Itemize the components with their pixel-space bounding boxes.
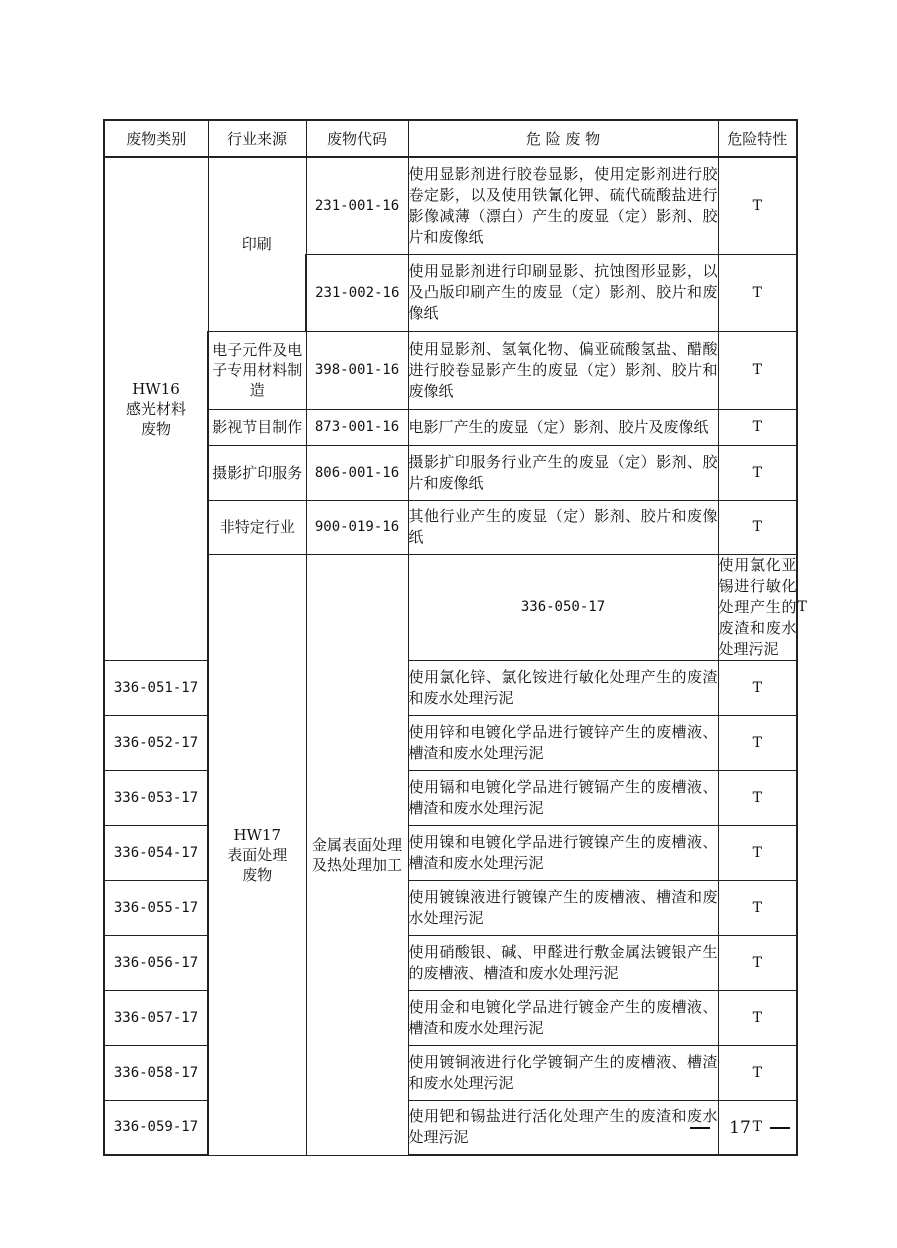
table-row — [104, 157, 797, 254]
waste-code: 231-002-16 — [306, 254, 408, 331]
table-row — [104, 331, 797, 409]
industry-metal-surface-treatment: 金属表面处理及热处理加工 — [306, 554, 408, 1155]
page-number-right-dash — [770, 1127, 790, 1129]
category-hw17 — [208, 554, 306, 1155]
header-code: 废物代码 — [306, 120, 408, 157]
hazard-characteristic: T — [718, 935, 797, 990]
hazard-characteristic: T — [718, 880, 797, 935]
waste-code: 231-001-16 — [306, 157, 408, 254]
hazard-characteristic: T — [718, 770, 797, 825]
header-industry: 行业来源 — [208, 120, 306, 157]
waste-description: 摄影扩印服务行业产生的废显（定）影剂、胶片和废像纸 — [408, 445, 718, 500]
hazard-characteristic: T — [718, 1100, 797, 1155]
hazard-characteristic: T — [718, 254, 797, 331]
waste-code: 336-052-17 — [104, 715, 208, 770]
hazard-characteristic: T — [718, 715, 797, 770]
table-row — [104, 990, 797, 1045]
table-header-row — [104, 120, 797, 157]
waste-code: 336-057-17 — [104, 990, 208, 1045]
table-row — [104, 409, 797, 445]
waste-description: 使用镉和电镀化学品进行镀镉产生的废槽液、槽渣和废水处理污泥 — [408, 770, 718, 825]
table-row — [104, 500, 797, 554]
waste-description: 电影厂产生的废显（定）影剂、胶片及废像纸 — [408, 409, 718, 445]
waste-description: 使用显影剂进行胶卷显影，使用定影剂进行胶卷定影，以及使用铁氰化钾、硫代硫酸盐进行影像减薄（漂白）产生的废显（定）影剂、胶片和废像纸 — [408, 157, 718, 254]
waste-code: 336-058-17 — [104, 1045, 208, 1100]
header-waste: 危 险 废 物 — [408, 120, 718, 157]
waste-description: 使用镀镍液进行镀镍产生的废槽液、槽渣和废水处理污泥 — [408, 880, 718, 935]
table-row — [104, 770, 797, 825]
hazard-characteristic: T — [718, 990, 797, 1045]
waste-description: 使用硝酸银、碱、甲醛进行敷金属法镀银产生的废槽液、槽渣和废水处理污泥 — [408, 935, 718, 990]
waste-description: 使用钯和锡盐进行活化处理产生的废渣和废水处理污泥 — [408, 1100, 718, 1155]
table-row — [104, 660, 797, 715]
hazard-characteristic: T — [718, 331, 797, 409]
page-number — [690, 1116, 790, 1140]
waste-description: 使用氯化亚锡进行敏化处理产生的废渣和废水处理污泥 — [718, 554, 797, 660]
hazard-characteristic: T — [718, 500, 797, 554]
page-number-left-dash — [690, 1127, 710, 1129]
hazard-characteristic: T — [718, 660, 797, 715]
waste-code: 398-001-16 — [306, 331, 408, 409]
table-row: HW17 表面处理 废物 金属表面处理及热处理加工 336-050-17 使用氯化亚锡进行敏化处理产生的废渣和废水处理污泥 T — [104, 554, 797, 660]
table-row — [104, 1045, 797, 1100]
waste-code: 336-059-17 — [104, 1100, 208, 1155]
industry-film: 影视节目制作 — [208, 409, 306, 445]
waste-code: 336-056-17 — [104, 935, 208, 990]
header-hazard: 危险特性 — [718, 120, 797, 157]
waste-description: 使用显影剂、氢氧化物、偏亚硫酸氢盐、醋酸进行胶卷显影产生的废显（定）影剂、胶片和废像纸 — [408, 331, 718, 409]
table-row — [104, 445, 797, 500]
category-name-line1: 感光材料 — [125, 399, 186, 418]
industry-other: 非特定行业 — [208, 500, 306, 554]
waste-code: 900-019-16 — [306, 500, 408, 554]
page-number-value: 17 — [729, 1118, 751, 1138]
industry-photo: 摄影扩印服务 — [208, 445, 306, 500]
hazard-characteristic: T — [718, 157, 797, 254]
industry-electronics: 电子元件及电子专用材料制造 — [208, 331, 306, 409]
category-hw16 — [104, 157, 208, 660]
hazard-characteristic: T — [718, 1045, 797, 1100]
table-row — [104, 880, 797, 935]
waste-code: 336-055-17 — [104, 880, 208, 935]
waste-description: 使用显影剂进行印刷显影、抗蚀图形显影，以及凸版印刷产生的废显（定）影剂、胶片和废像纸 — [408, 254, 718, 331]
waste-code: 336-050-17 — [408, 554, 718, 660]
category-name-line2: 废物 — [242, 865, 273, 884]
table-row — [104, 935, 797, 990]
industry-printing: 印刷 — [208, 157, 306, 331]
waste-code: 336-054-17 — [104, 825, 208, 880]
header-category: 废物类别 — [104, 120, 208, 157]
category-name-line1: 表面处理 — [227, 845, 288, 864]
category-name-line2: 废物 — [140, 419, 171, 438]
hazard-characteristic: T — [718, 409, 797, 445]
waste-description: 使用氯化锌、氯化铵进行敏化处理产生的废渣和废水处理污泥 — [408, 660, 718, 715]
waste-code: 873-001-16 — [306, 409, 408, 445]
waste-code: 336-051-17 — [104, 660, 208, 715]
waste-description: 使用镍和电镀化学品进行镀镍产生的废槽液、槽渣和废水处理污泥 — [408, 825, 718, 880]
table-row — [104, 715, 797, 770]
waste-code: 806-001-16 — [306, 445, 408, 500]
hazard-characteristic: T — [718, 825, 797, 880]
waste-description: 使用锌和电镀化学品进行镀锌产生的废槽液、槽渣和废水处理污泥 — [408, 715, 718, 770]
waste-code: 336-053-17 — [104, 770, 208, 825]
waste-description: 其他行业产生的废显（定）影剂、胶片和废像纸 — [408, 500, 718, 554]
hazard-characteristic: T — [718, 445, 797, 500]
table-row — [104, 825, 797, 880]
waste-description: 使用镀铜液进行化学镀铜产生的废槽液、槽渣和废水处理污泥 — [408, 1045, 718, 1100]
waste-description: 使用金和电镀化学品进行镀金产生的废槽液、槽渣和废水处理污泥 — [408, 990, 718, 1045]
category-code: HW17 — [233, 825, 282, 844]
hazardous-waste-table — [103, 119, 807, 1156]
category-code: HW16 — [132, 379, 180, 398]
